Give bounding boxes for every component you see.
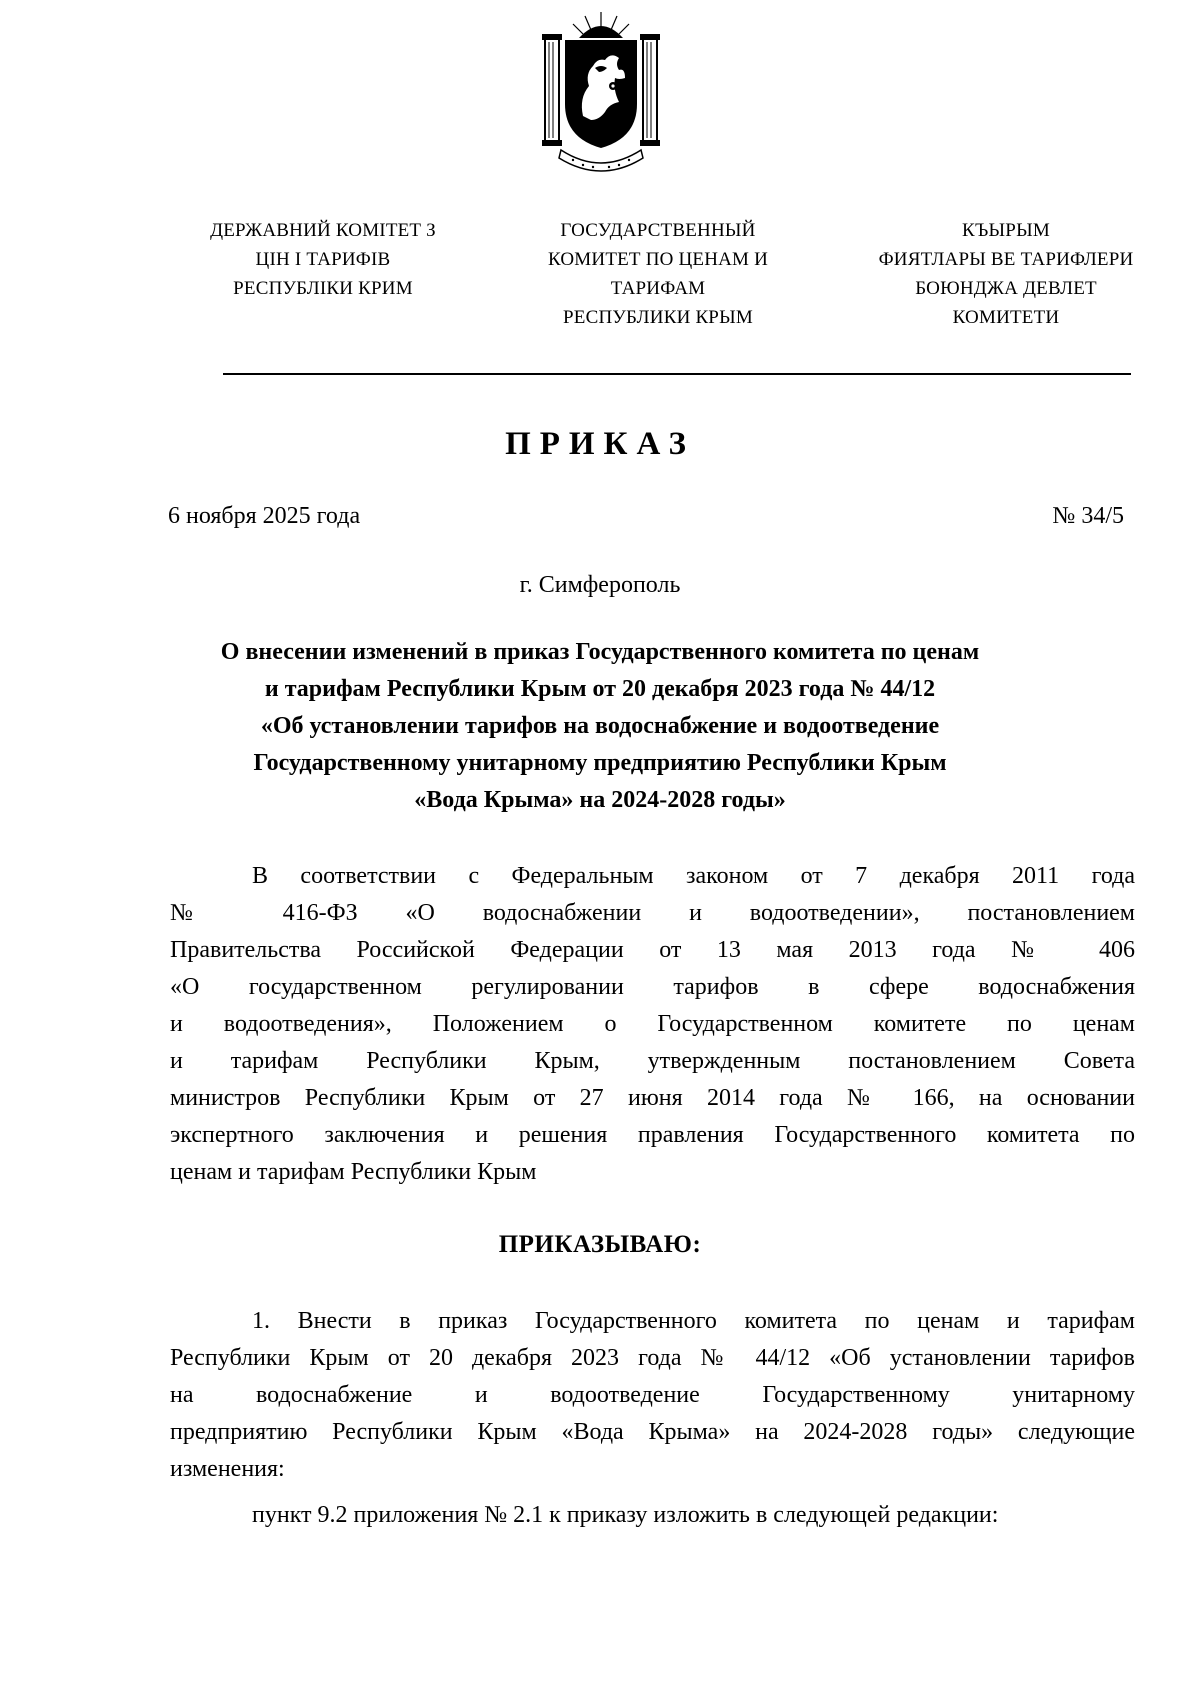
paragraph-line: 1. Внести в приказ Государственного комитета по ценам и тарифам	[252, 1308, 1135, 1334]
order-item-1	[170, 1303, 1135, 1488]
heading-line: О внесении изменений в приказ Государственного комитета по ценам	[220, 639, 980, 665]
paragraph-line: на водоснабжение и водоотведение Государственному унитарному	[170, 1382, 1135, 1408]
document-city: г. Симферополь	[519, 572, 681, 598]
header-line: ДЕРЖАВНИЙ КОМІТЕТ З	[210, 220, 436, 241]
paragraph-line: и тарифам Республики Крым, утвержденным постановлением Совета	[170, 1048, 1135, 1074]
paragraph-line: «О государственном регулировании тарифов в сфере водоснабжения	[170, 974, 1135, 1000]
coat-of-arms-emblem	[539, 8, 663, 172]
paragraph-line: предприятию Республики Крым «Вода Крыма» на 2024-2028 годы» следующие	[170, 1419, 1135, 1445]
document-number: № 34/5	[1052, 503, 1124, 529]
header-line: КЪЫРЫМ	[962, 220, 1050, 241]
paragraph-line: изменения:	[170, 1456, 285, 1482]
order-item-1-subpoint: пункт 9.2 приложения № 2.1 к приказу изложить в следующей редакции:	[252, 1502, 999, 1528]
paragraph-line: В соответствии с Федеральным законом от 7 декабря 2011 года	[252, 863, 1135, 889]
header-line: БОЮНДЖА ДЕВЛЕТ	[915, 278, 1097, 299]
header-line: КОМИТЕТИ	[952, 307, 1060, 328]
committee-header	[168, 216, 1178, 346]
paragraph-line: Республики Крым от 20 декабря 2023 года № 44/12 «Об установлении тарифов	[170, 1345, 1135, 1371]
header-line: РЕСПУБЛИКИ КРЫМ	[563, 307, 753, 328]
heading-line: Государственному унитарному предприятию Республики Крым	[253, 750, 947, 776]
document-heading	[150, 634, 1050, 819]
orders-heading: ПРИКАЗЫВАЮ:	[498, 1231, 702, 1258]
paragraph-line: Правительства Российской Федерации от 13 мая 2013 года № 406	[170, 937, 1135, 963]
header-divider	[223, 373, 1131, 375]
document-title: ПРИКАЗ	[505, 426, 695, 462]
header-line: ГОСУДАРСТВЕННЫЙ	[560, 220, 756, 241]
header-crimean-tatar	[836, 216, 1176, 332]
header-line: РЕСПУБЛІКИ КРИМ	[233, 278, 413, 299]
header-line: КОМИТЕТ ПО ЦЕНАМ И	[547, 249, 769, 270]
paragraph-line: экспертного заключения и решения правления Государственного комитета по	[170, 1122, 1135, 1148]
heading-line: и тарифам Республики Крым от 20 декабря 2023 года № 44/12	[264, 676, 936, 702]
header-line: ЦІН І ТАРИФІВ	[255, 249, 391, 270]
paragraph-line: ценам и тарифам Республики Крым	[170, 1159, 537, 1185]
document-date: 6 ноября 2025 года	[168, 503, 361, 529]
header-line: ФИЯТЛАРЫ ВЕ ТАРИФЛЕРИ	[878, 249, 1134, 270]
paragraph-line: министров Республики Крым от 27 июня 2014 года № 166, на основании	[170, 1085, 1135, 1111]
heading-line: «Об установлении тарифов на водоснабжение и водоотведение	[260, 713, 940, 739]
paragraph-line: и водоотведения», Положением о Государственном комитете по ценам	[170, 1011, 1135, 1037]
preamble-paragraph	[170, 858, 1135, 1191]
header-russian	[498, 216, 818, 332]
heading-line: «Вода Крыма» на 2024-2028 годы»	[414, 787, 786, 813]
paragraph-line: № 416-ФЗ «О водоснабжении и водоотведении», постановлением	[170, 900, 1135, 926]
header-ukrainian	[168, 216, 478, 303]
header-line: ТАРИФАМ	[610, 278, 706, 299]
